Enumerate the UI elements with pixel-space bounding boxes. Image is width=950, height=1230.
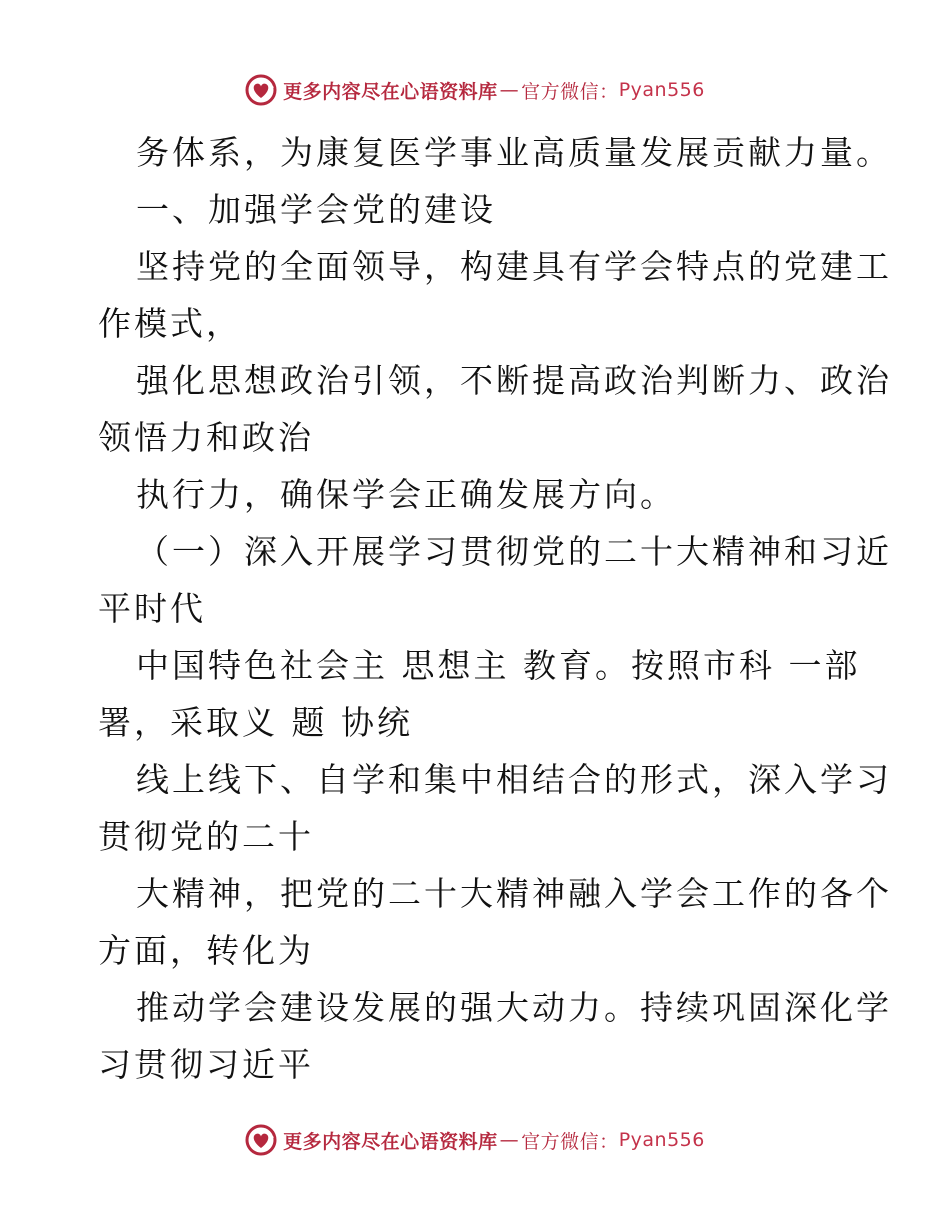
footer-label: 官方微信： <box>521 1130 619 1153</box>
text-line: 平时代 <box>98 589 206 628</box>
text-line: 务体系，为康复医学事业高质量发展贡献力量。 <box>136 133 892 172</box>
header-banner-text <box>283 77 705 104</box>
text-line: 习贯彻习近平 <box>98 1045 314 1084</box>
text-line: 作模式， <box>98 304 242 343</box>
header-label: 官方微信： <box>521 80 619 103</box>
document-body <box>98 124 892 1093</box>
text-line: 署，采取义 题 协统 <box>98 703 413 742</box>
text-line: 强化思想政治引领，不断提高政治判断力、政治 <box>136 361 892 400</box>
footer-separator: — <box>499 1129 520 1151</box>
header-handle: Pyan556 <box>618 79 705 101</box>
text-line: 领悟力和政治 <box>98 418 314 457</box>
text-line: 中国特色社会主 思想主 教育。按照市科 一部 <box>136 646 861 685</box>
section-heading: 一、加强学会党的建设 <box>136 190 496 229</box>
heart-pen-logo-icon <box>245 74 277 106</box>
footer-banner-text <box>283 1127 705 1154</box>
subsection-heading: （一）深入开展学习贯彻党的二十大精神和习近 <box>136 532 892 571</box>
heart-pen-logo-icon <box>245 1124 277 1156</box>
text-line: 贯彻党的二十 <box>98 817 314 856</box>
header-brand: 更多内容尽在心语资料库 <box>283 80 498 103</box>
footer-brand: 更多内容尽在心语资料库 <box>283 1130 498 1153</box>
text-line: 方面，转化为 <box>98 931 314 970</box>
text-line: 线上线下、自学和集中相结合的形式，深入学习 <box>136 760 892 799</box>
text-line: 推动学会建设发展的强大动力。持续巩固深化学 <box>136 988 892 1027</box>
text-line: 大精神，把党的二十大精神融入学会工作的各个 <box>136 874 892 913</box>
header-banner <box>0 70 950 110</box>
header-separator: — <box>499 79 520 101</box>
footer-banner <box>0 1120 950 1160</box>
text-line: 执行力，确保学会正确发展方向。 <box>136 475 676 514</box>
text-line: 坚持党的全面领导，构建具有学会特点的党建工 <box>136 247 892 286</box>
footer-handle: Pyan556 <box>618 1129 705 1151</box>
